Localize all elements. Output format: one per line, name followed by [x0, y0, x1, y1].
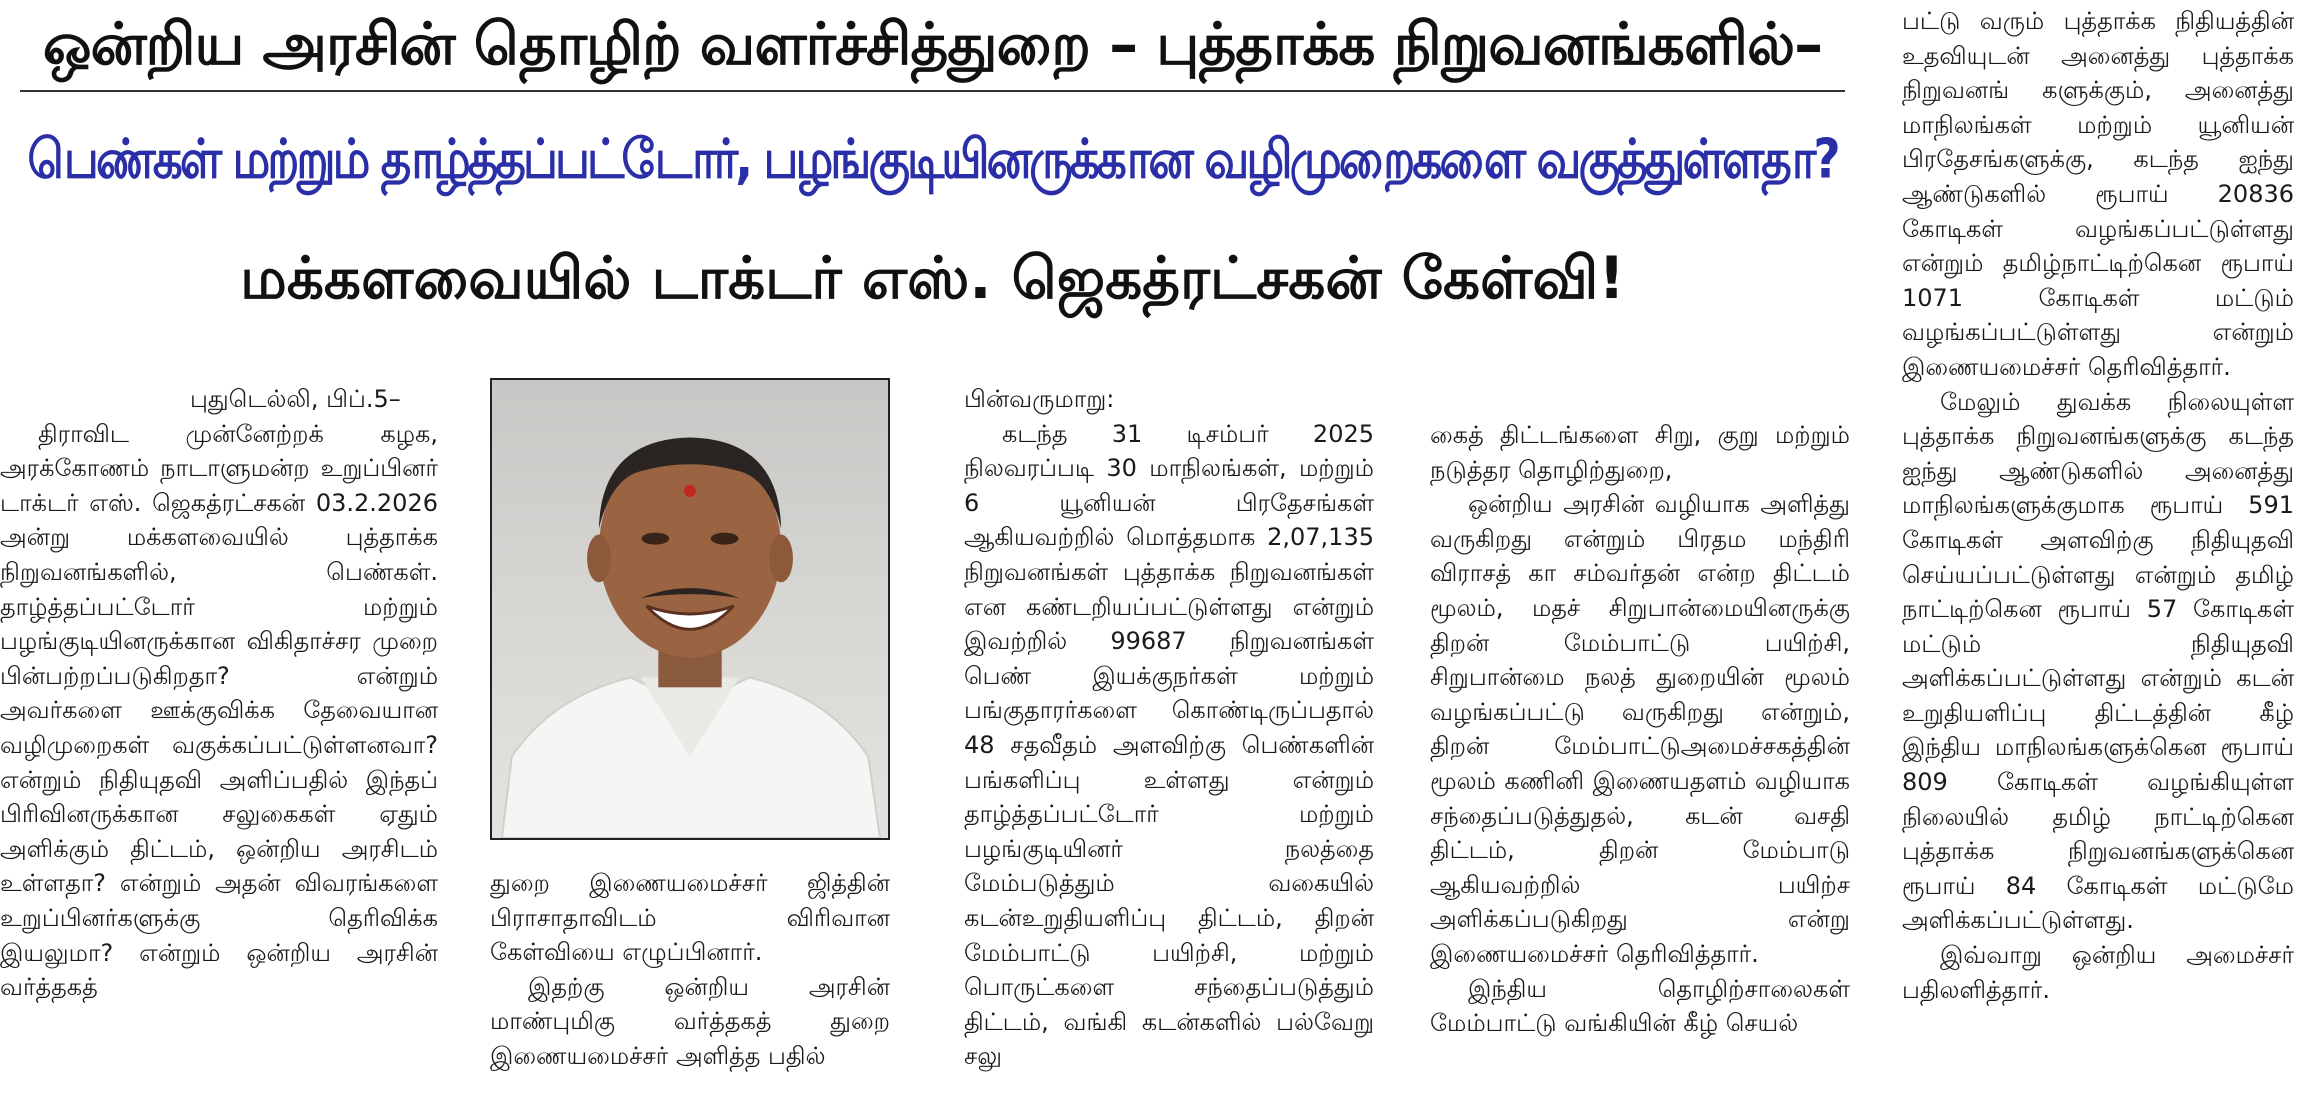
portrait-photo-drawing: [492, 380, 888, 838]
column-3-paragraph-2: கடந்த 31 டிசம்பர் 2025 நிலவரப்படி 30 மாநிலங்கள், மற்றும் 6 யூனியன் பிரதேசங்கள் ஆகியவற்றில் மொத்தமாக 2,07,135 நிறுவனங்கள் புத்தாக்க நிறுவனங்கள் என கண்டறியப்பட்டுள்ளது என்றும் இவற்றில் 99687 நிறுவனங்கள் பெண் இயக்குநர்கள் மற்றும் பங்குதாரர்களை கொண்டிருப்பதால் 48 சதவீதம் அளவிற்கு பெண்களின் பங்களிப்பு உள்ளது என்றும் தாழ்த்தப்பட்டோர் மற்றும் பழங்குடியினர் நலத்தை மேம்படுத்தும் வகையில் கடன்உறுதியளிப்பு திட்டம், திறன் மேம்பாட்டு பயிற்சி, மற்றும் பொருட்களை சந்தைப்படுத்தும் திட்டம், வங்கி கடன்களில் பல்வேறு சலு: [964, 419, 1374, 1071]
headline-area: [0, 0, 1855, 312]
article-column-3: [964, 382, 1374, 1074]
column-3-paragraph-1: பின்வருமாறு:: [964, 385, 1115, 413]
headline-kicker: ஒன்றிய அரசின் தொழிற் வளர்ச்சித்துறை – புத்தாக்க நிறுவனங்களில்–: [42, 10, 1823, 78]
article-column-5: [1902, 4, 2294, 1007]
column-2-paragraph-2: இதற்கு ஒன்றிய அரசின் மாண்புமிகு வர்த்தகத் துறை இணையமைச்சர் அளித்த பதில்: [490, 972, 890, 1070]
headline-sub: மக்களவையில் டாக்டர் எஸ். ஜெகத்ரட்சகன் கேள்வி!: [240, 244, 1625, 312]
article-column-4: [1430, 418, 1850, 1041]
article-column-1: [0, 382, 438, 1005]
dateline: புதுடெல்லி, பிப்.5–: [190, 385, 401, 413]
column-1-paragraph: திராவிட முன்னேற்றக் கழக, அரக்கோணம் நாடாளுமன்ற உறுப்பினர் டாக்டர் எஸ். ஜெகத்ரட்சகன் 03.2.2026 அன்று மக்களவையில் புத்தாக்க நிறுவனங்களில், பெண்கள். தாழ்த்தப்பட்டோர் மற்றும் பழங்குடியினருக்கான விகிதாச்சர முறை பின்பற்றப்படுகிறதா? என்றும் அவர்களை ஊக்குவிக்க தேவையான வழிமுறைகள் வகுக்கப்பட்டுள்ளனவா? என்றும் நிதியுதவி அளிப்பதில் இந்தப் பிரிவினருக்கான சலுகைகள் ஏதும் அளிக்கும் திட்டம், ஒன்றிய அரசிடம் உள்ளதா? என்றும் அதன் விவரங்களை உறுப்பினர்களுக்கு தெரிவிக்க இயலுமா? என்றும் ஒன்றிய அரசின் வர்த்தகத்: [0, 419, 438, 1002]
column-5-paragraph-2: மேலும் துவக்க நிலையுள்ள புத்தாக்க நிறுவனங்களுக்கு கடந்த ஐந்து ஆண்டுகளில் அனைத்து மாநிலங்களுக்குமாக ரூபாய் 591 கோடிகள் அளவிற்கு நிதியுதவி செய்யப்பட்டுள்ளது என்றும் தமிழ் நாட்டிற்கென ரூபாய் 57 கோடிகள் மட்டும் நிதியுதவி அளிக்கப்பட்டுள்ளது என்றும் கடன் உறுதியளிப்பு திட்டத்தின் கீழ் இந்திய மாநிலங்களுக்கென ரூபாய் 809 கோடிகள் வழங்கியுள்ள நிலையில் தமிழ் நாட்டிற்கென புத்தாக்க நிறுவனங்களுக்கென ரூபாய் 84 கோடிகள் மட்டுமே அளிக்கப்பட்டுள்ளது.: [1902, 387, 2294, 935]
column-5-paragraph-1: பட்டு வரும் புத்தாக்க நிதியத்தின் உதவியுடன் அனைத்து புத்தாக்க நிறுவனங் களுக்கும், அனைத்து மாநிலங்கள் மற்றும் யூனியன் பிரதேசங்களுக்கு, கடந்த ஐந்து ஆண்டுகளில் ரூபாய் 20836 கோடிகள் வழங்கப்பட்டுள்ளது என்றும் தமிழ்நாட்டிற்கென ரூபாய் 1071 கோடிகள் மட்டும் வழங்கப்பட்டுள்ளது என்றும் இணையமைச்சர் தெரிவித்தார்.: [1902, 7, 2294, 381]
column-4-paragraph-1: கைத் திட்டங்களை சிறு, குறு மற்றும் நடுத்தர தொழிற்துறை,: [1430, 421, 1850, 484]
headline-main: பெண்கள் மற்றும் தாழ்த்தப்பட்டோர், பழங்குடியினருக்கான வழிமுறைகளை வகுத்துள்ளதா?: [27, 127, 1838, 192]
column-4-paragraph-2: ஒன்றிய அரசின் வழியாக அளித்து வருகிறது என்றும் பிரதம மந்திரி விராசத் கா சம்வர்தன் என்ற திட்டம் மூலம், மதச் சிறுபான்மையினருக்கு திறன் மேம்பாட்டு பயிற்சி, சிறுபான்மை நலத் துறையின் மூலம் வழங்கப்பட்டு வருகிறது என்றும், திறன் மேம்பாட்டுஅமைச்சகத்தின் மூலம் கணினி இணையதளம் வழியாக சந்தைப்படுத்துதல், கடன் வசதி திட்டம், திறன் மேம்பாடு ஆகியவற்றில் பயிற்ச அளிக்கப்படுகிறது என்று இணையமைச்சர் தெரிவித்தார்.: [1430, 490, 1850, 968]
column-4-paragraph-3: இந்திய தொழிற்சாலைகள் மேம்பாட்டு வங்கியின் கீழ் செயல்: [1430, 974, 1850, 1038]
portrait-photo: [490, 378, 890, 840]
column-2-paragraph-1: துறை இணையமைச்சர் ஜித்தின் பிராசாதாவிடம் விரிவான கேள்வியை எழுப்பினார்.: [490, 869, 890, 967]
column-5-paragraph-3: இவ்வாறு ஒன்றிய அமைச்சர் பதிலளித்தார்.: [1902, 941, 2294, 1004]
article-column-2: [490, 866, 890, 1074]
